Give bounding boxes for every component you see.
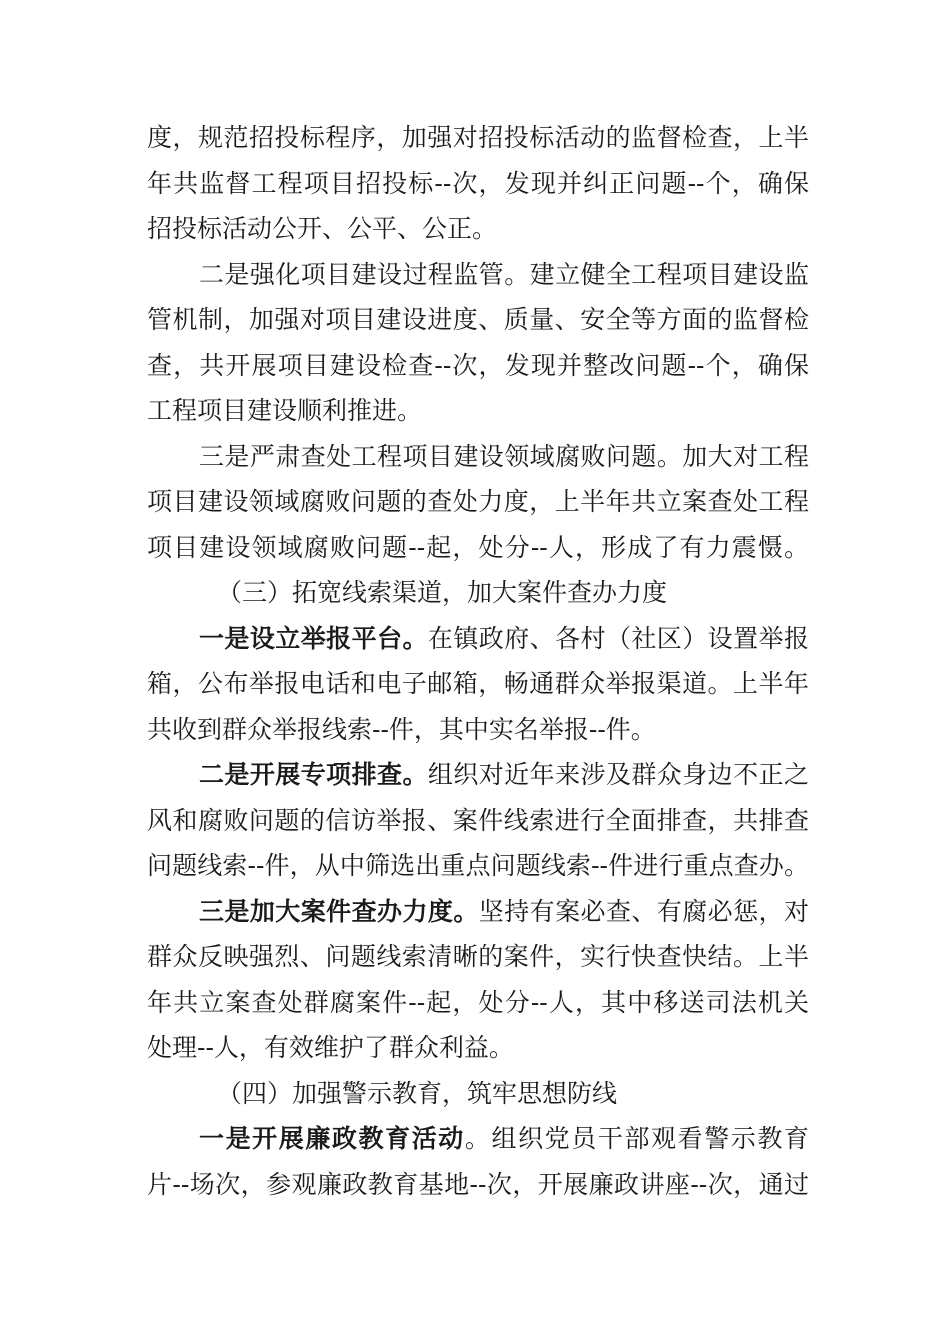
text-line (147, 115, 809, 161)
text-line (147, 479, 809, 525)
text-line (147, 1162, 809, 1208)
line-text: 度，规范招投标程序，加强对招投标活动的监督检查，上半 (147, 123, 809, 152)
line-text: 年共监督工程项目招投标--次，发现并纠正问题--个，确保 (147, 168, 809, 198)
text-line (147, 1025, 809, 1071)
text-line (147, 525, 809, 571)
paragraph-start-line (147, 1116, 809, 1162)
line-text: 共收到群众举报线索--件，其中实名举报--件。 (147, 714, 656, 744)
line-text: 三是严肃查处工程项目建设领域腐败问题。加大对工程 (199, 441, 809, 471)
text-line (147, 661, 809, 707)
text-line (147, 980, 809, 1026)
text-line (147, 206, 809, 252)
paragraph-start-line (147, 434, 809, 480)
line-text: 项目建设领域腐败问题的查处力度，上半年共立案查处工程 (147, 487, 809, 516)
line-text: 片--场次，参观廉政教育基地--次，开展廉政讲座--次，通过 (147, 1169, 809, 1199)
section-heading (147, 570, 809, 616)
paragraph-start-line (147, 889, 809, 935)
text-line (147, 934, 809, 980)
text-line (147, 707, 809, 753)
text-line (147, 388, 809, 434)
line-text: 管机制，加强对项目建设进度、质量、安全等方面的监督检 (147, 305, 809, 334)
paragraph-start-line (147, 252, 809, 298)
section-heading (147, 1071, 809, 1117)
text-line (147, 843, 809, 889)
line-text: 处理--人，有效维护了群众利益。 (147, 1033, 514, 1062)
text-line (147, 798, 809, 844)
document-body (147, 115, 809, 1207)
line-text: 项目建设领域腐败问题--起，处分--人，形成了有力震慑。 (147, 532, 809, 562)
heading-text: （四）加强警示教育，筑牢思想防线 (217, 1078, 618, 1108)
line-text: 查，共开展项目建设检查--次，发现并整改问题--个，确保 (147, 350, 809, 380)
text-line (147, 161, 809, 207)
bold-lead-phrase: 三是加大案件查办力度。 (199, 896, 479, 926)
line-text: 在镇政府、各村（社区）设置举报 (427, 623, 809, 653)
line-text: 组织对近年来涉及群众身边不正之 (427, 760, 809, 789)
heading-text: （三）拓宽线索渠道，加大案件查办力度 (217, 578, 668, 607)
line-text: 坚持有案必查、有腐必惩，对 (478, 896, 809, 926)
text-line (147, 297, 809, 343)
bold-lead-phrase: 一是开展廉政教育活动 (199, 1124, 465, 1153)
line-text: 二是强化项目建设过程监管。建立健全工程项目建设监 (199, 259, 809, 289)
line-text: 。组织党员干部观看警示教育 (464, 1124, 809, 1153)
line-text: 问题线索--件，从中筛选出重点问题线索--件进行重点查办。 (147, 851, 809, 880)
line-text: 群众反映强烈、问题线索清晰的案件，实行快查快结。上半 (147, 942, 809, 971)
paragraph-start-line (147, 752, 809, 798)
line-text: 工程项目建设顺利推进。 (147, 396, 423, 425)
line-text: 招投标活动公开、公平、公正。 (147, 214, 498, 243)
paragraph-start-line (147, 616, 809, 662)
bold-lead-phrase: 二是开展专项排查。 (199, 760, 428, 789)
line-text: 箱，公布举报电话和电子邮箱，畅通群众举报渠道。上半年 (147, 669, 809, 698)
line-text: 风和腐败问题的信访举报、案件线索进行全面排查，共排查 (147, 805, 809, 835)
line-text: 年共立案查处群腐案件--起，处分--人，其中移送司法机关 (147, 987, 809, 1017)
bold-lead-phrase: 一是设立举报平台。 (199, 623, 428, 653)
text-line (147, 343, 809, 389)
